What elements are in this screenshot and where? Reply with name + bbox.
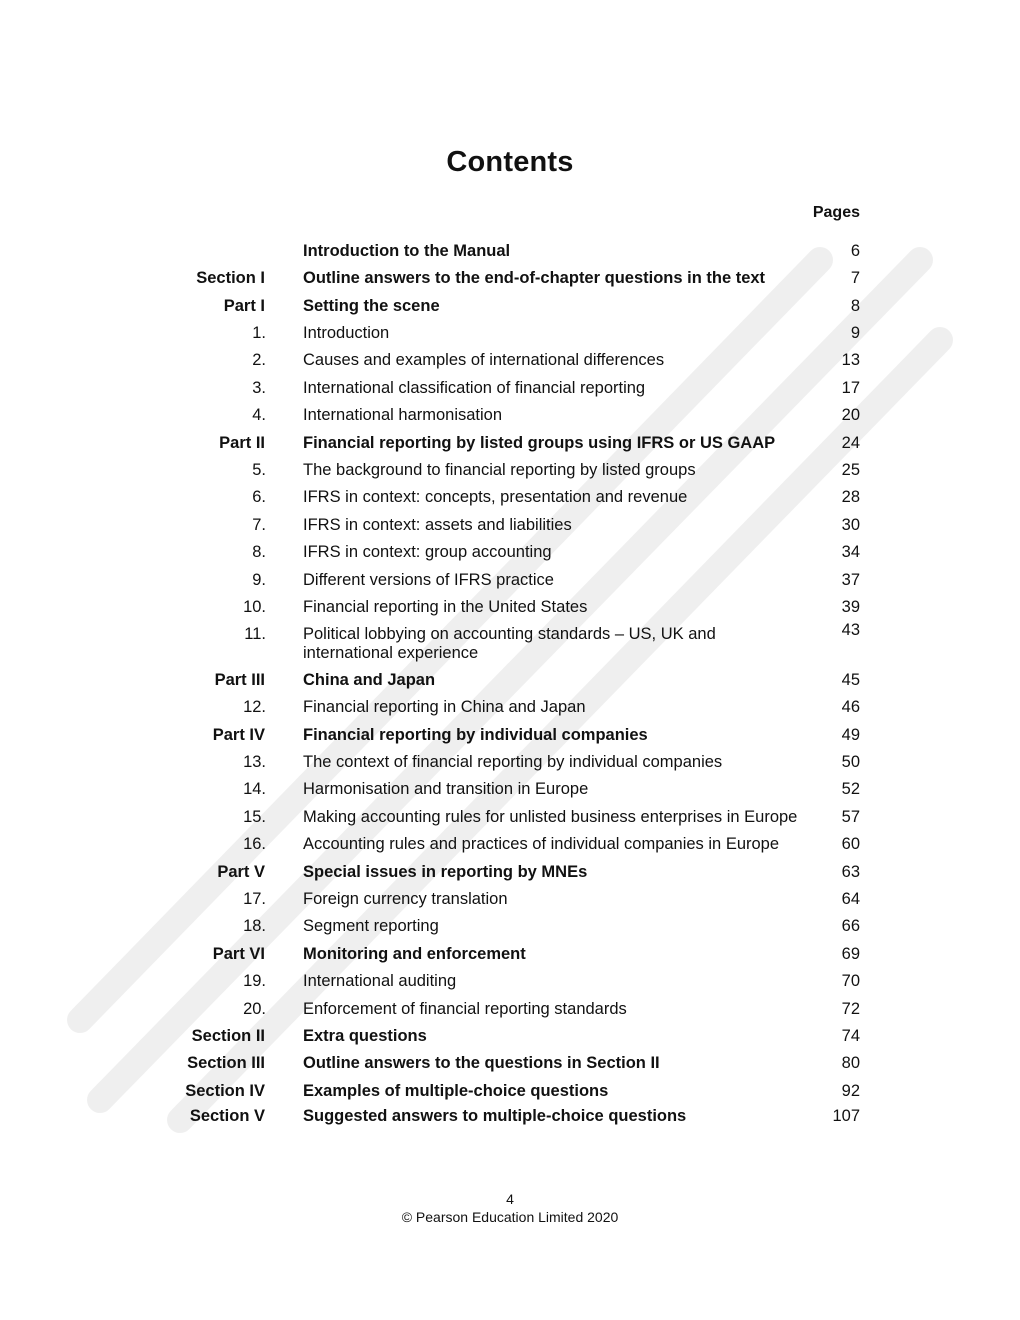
- toc-entry-page: 43: [841, 621, 860, 639]
- toc-entry-label: Section IV: [185, 1082, 265, 1100]
- toc-entry-title: Setting the scene: [303, 297, 440, 315]
- toc-entry-title: Outline answers to the end-of-chapter questions in the text: [303, 269, 766, 287]
- toc-entry-page: 30: [841, 516, 860, 534]
- toc-entry-title: Financial reporting in the United States: [303, 598, 588, 616]
- toc-entry-label: Part I: [223, 297, 265, 315]
- toc-entry-title: IFRS in context: concepts, presentation and revenue: [303, 488, 688, 506]
- toc-entry-label: 3.: [252, 379, 266, 397]
- toc-entry-label: 1.: [252, 324, 266, 342]
- toc-entry-page: 34: [841, 543, 860, 561]
- toc-entry-page: 66: [841, 917, 860, 935]
- toc-entry-label: 16.: [243, 835, 266, 853]
- toc-entry-page: 70: [841, 972, 860, 990]
- toc-entry-label: Part IV: [212, 726, 265, 744]
- toc-entry-title: Monitoring and enforcement: [303, 945, 526, 963]
- toc-entry-page: 49: [841, 726, 860, 744]
- toc-entry-label: 14.: [243, 780, 266, 798]
- toc-entry-label: 9.: [252, 571, 266, 589]
- toc-entry-title: International auditing: [303, 972, 457, 990]
- toc-entry-title: Special issues in reporting by MNEs: [303, 863, 588, 881]
- page-number: 4: [506, 1191, 514, 1207]
- toc-entry-label: 8.: [252, 543, 266, 561]
- toc-entry-label: Part II: [219, 434, 265, 452]
- toc-entry-page: 60: [841, 835, 860, 853]
- toc-entry-label: Part III: [214, 671, 265, 689]
- toc-entry-page: 45: [841, 671, 860, 689]
- toc-entry-title: China and Japan: [303, 671, 436, 689]
- toc-entry-title: Different versions of IFRS practice: [303, 571, 554, 589]
- toc-entry-title: Political lobbying on accounting standards – US, UK and international experience: [303, 625, 716, 662]
- toc-entry-label: Part V: [217, 863, 265, 881]
- toc-entry-page: 74: [841, 1027, 860, 1045]
- toc-entry-page: 69: [841, 945, 860, 963]
- toc-entry-page: 107: [832, 1107, 860, 1125]
- toc-entry-title: Extra questions: [303, 1027, 427, 1045]
- toc-entry-title: IFRS in context: group accounting: [303, 543, 552, 561]
- toc-entry-label: 13.: [243, 753, 266, 771]
- toc-entry-title: Making accounting rules for unlisted business enterprises in Europe: [303, 808, 798, 826]
- toc-entry-page: 64: [841, 890, 860, 908]
- toc-entry-label: 11.: [244, 625, 266, 643]
- toc-entry-title: Financial reporting by listed groups using IFRS or US GAAP: [303, 434, 776, 452]
- toc-entry-title: Suggested answers to multiple-choice questions: [303, 1107, 687, 1125]
- toc-entry-title: Examples of multiple-choice questions: [303, 1082, 609, 1100]
- toc-entry-label: 18.: [243, 917, 266, 935]
- toc-entry-page: 50: [841, 753, 860, 771]
- toc-entry-title: Introduction: [303, 324, 390, 342]
- toc-entry-title: The background to financial reporting by listed groups: [303, 461, 696, 479]
- toc-entry-title: Financial reporting in China and Japan: [303, 698, 586, 716]
- toc-entry-title: International harmonisation: [303, 406, 503, 424]
- toc-entry-page: 24: [841, 434, 860, 452]
- toc-entry-page: 63: [841, 863, 860, 881]
- toc-entry-page: 6: [850, 242, 860, 260]
- pages-column-header: Pages: [812, 204, 860, 221]
- toc-entry-page: 20: [841, 406, 860, 424]
- toc-entry-page: 7: [850, 269, 860, 287]
- toc-entry-title: Accounting rules and practices of individual companies in Europe: [303, 835, 780, 853]
- toc-entry-page: 28: [841, 488, 860, 506]
- toc-entry-title: Segment reporting: [303, 917, 439, 935]
- toc-entry-label: 7.: [252, 516, 266, 534]
- toc-entry-label: 6.: [252, 488, 266, 506]
- toc-entry-title: The context of financial reporting by individual companies: [303, 753, 723, 771]
- toc-entry-page: 80: [841, 1054, 860, 1072]
- copyright: © Pearson Education Limited 2020: [401, 1209, 619, 1225]
- toc-entry-label: 15.: [243, 808, 266, 826]
- toc-entry-label: 17.: [243, 890, 266, 908]
- toc-entry-page: 17: [841, 379, 860, 397]
- toc-entry-title: Causes and examples of international differences: [303, 351, 665, 369]
- toc-entry-title: Outline answers to the questions in Section II: [303, 1054, 660, 1072]
- toc-entry-title: Foreign currency translation: [303, 890, 508, 908]
- toc-entry-page: 9: [850, 324, 860, 342]
- toc-entry-title: Introduction to the Manual: [303, 242, 511, 260]
- toc-entry-page: 39: [841, 598, 860, 616]
- toc-entry-label: 4.: [252, 406, 266, 424]
- toc-entry-label: 20.: [243, 1000, 266, 1018]
- toc-entry-page: 52: [841, 780, 860, 798]
- toc-entry-title: International classification of financial reporting: [303, 379, 646, 397]
- toc-entry-page: 37: [841, 571, 860, 589]
- toc-entry-label: Part VI: [212, 945, 265, 963]
- toc-entry-page: 57: [841, 808, 860, 826]
- toc-entry-title: Financial reporting by individual companies: [303, 726, 648, 744]
- toc-entry-title: Enforcement of financial reporting standards: [303, 1000, 627, 1018]
- toc-entry-page: 72: [841, 1000, 860, 1018]
- toc-entry-page: 92: [841, 1082, 860, 1100]
- toc-entry-label: Section III: [187, 1054, 265, 1072]
- toc-entry-label: 2.: [252, 351, 266, 369]
- toc-entry-title: IFRS in context: assets and liabilities: [303, 516, 572, 534]
- toc-entry-label: Section V: [189, 1107, 265, 1125]
- toc-entry-label: Section I: [196, 269, 265, 287]
- toc-entry-page: 13: [841, 351, 860, 369]
- toc-entry-title: Harmonisation and transition in Europe: [303, 780, 589, 798]
- page-title: Contents: [446, 146, 574, 178]
- toc-entry-label: Section II: [191, 1027, 265, 1045]
- toc-entry-page: 8: [850, 297, 860, 315]
- toc-entry-label: 19.: [243, 972, 266, 990]
- toc-entry-label: 12.: [243, 698, 266, 716]
- toc-entry-label: 10.: [243, 598, 266, 616]
- toc-entry-label: 5.: [252, 461, 266, 479]
- toc-entry-page: 25: [841, 461, 860, 479]
- toc-entry-page: 46: [841, 698, 860, 716]
